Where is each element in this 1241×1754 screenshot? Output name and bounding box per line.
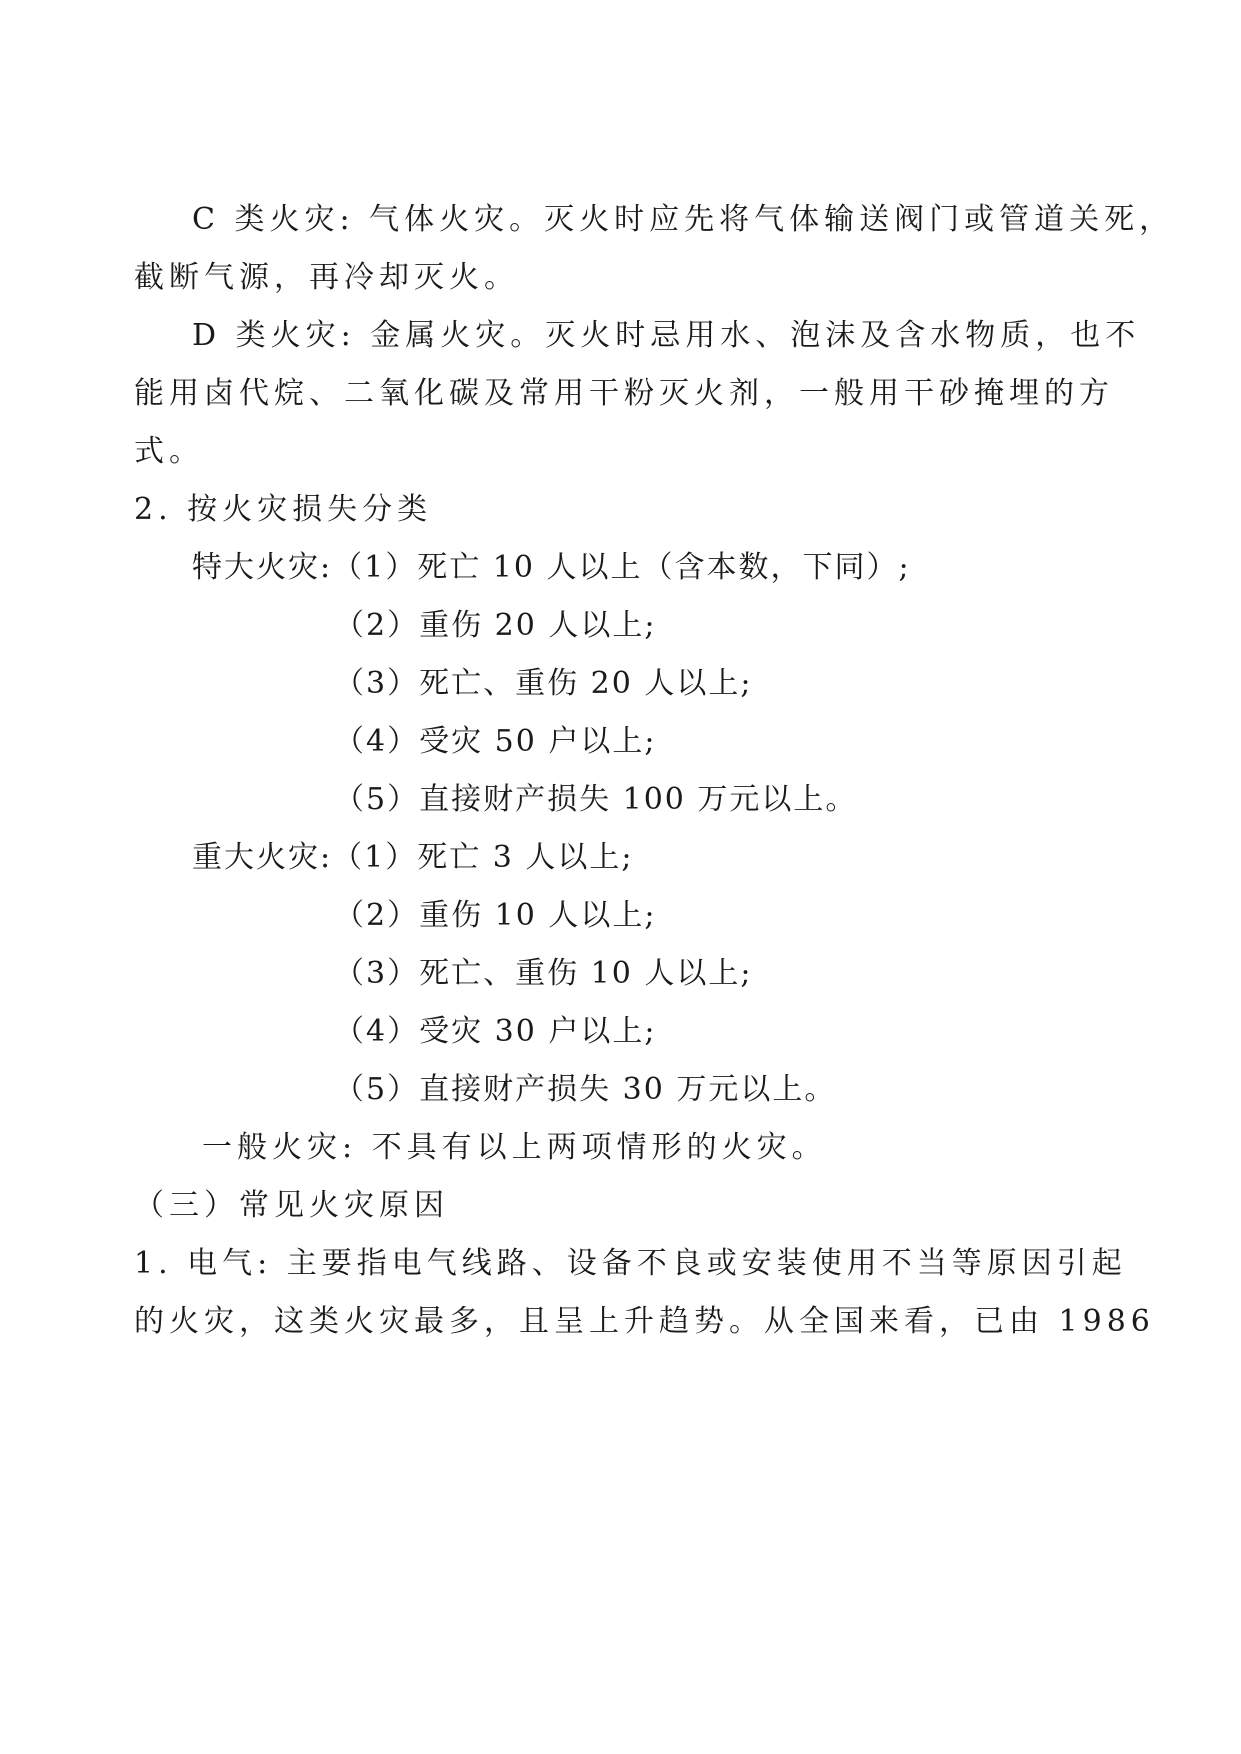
paragraph-class-d-line-3: 式。: [134, 434, 204, 469]
list-item-major-2: （2）重伤 10 人以上;: [334, 898, 657, 933]
paragraph-class-c-line-1: C 类火灾: 气体火灾。灭火时应先将气体输送阀门或管道关死，: [192, 202, 1175, 237]
list-item-especially-major-1: 特大火灾:（1）死亡 10 人以上（含本数，下同）;: [192, 550, 911, 585]
list-item-major-3: （3）死亡、重伤 10 人以上;: [334, 956, 753, 991]
list-item-especially-major-5: （5）直接财产损失 100 万元以上。: [334, 782, 858, 817]
list-item-especially-major-3: （3）死亡、重伤 20 人以上;: [334, 666, 753, 701]
paragraph-class-d-line-2: 能用卤代烷、二氧化碳及常用干粉灭火剂，一般用干砂掩埋的方: [134, 376, 1114, 411]
section-heading-loss-classification: 2. 按火灾损失分类: [134, 492, 433, 527]
paragraph-electrical-line-2: 的火灾，这类火灾最多，且呈上升趋势。从全国来看，已由 1986: [134, 1304, 1155, 1339]
list-item-especially-major-4: （4）受灾 50 户以上;: [334, 724, 657, 759]
paragraph-class-c-line-2: 截断气源，再冷却灭火。: [134, 260, 519, 295]
list-item-major-1: 重大火灾:（1）死亡 3 人以上;: [192, 840, 634, 875]
paragraph-electrical-line-1: 1. 电气: 主要指电气线路、设备不良或安装使用不当等原因引起: [134, 1246, 1127, 1281]
list-item-especially-major-2: （2）重伤 20 人以上;: [334, 608, 657, 643]
list-item-major-4: （4）受灾 30 户以上;: [334, 1014, 657, 1049]
paragraph-class-d-line-1: D 类火灾: 金属火灾。灭火时忌用水、泡沫及含水物质，也不: [192, 318, 1141, 353]
section-heading-common-causes: （三）常见火灾原因: [134, 1188, 449, 1223]
list-item-major-5: （5）直接财产损失 30 万元以上。: [334, 1072, 837, 1107]
paragraph-general-fire: 一般火灾: 不具有以上两项情形的火灾。: [202, 1130, 827, 1165]
